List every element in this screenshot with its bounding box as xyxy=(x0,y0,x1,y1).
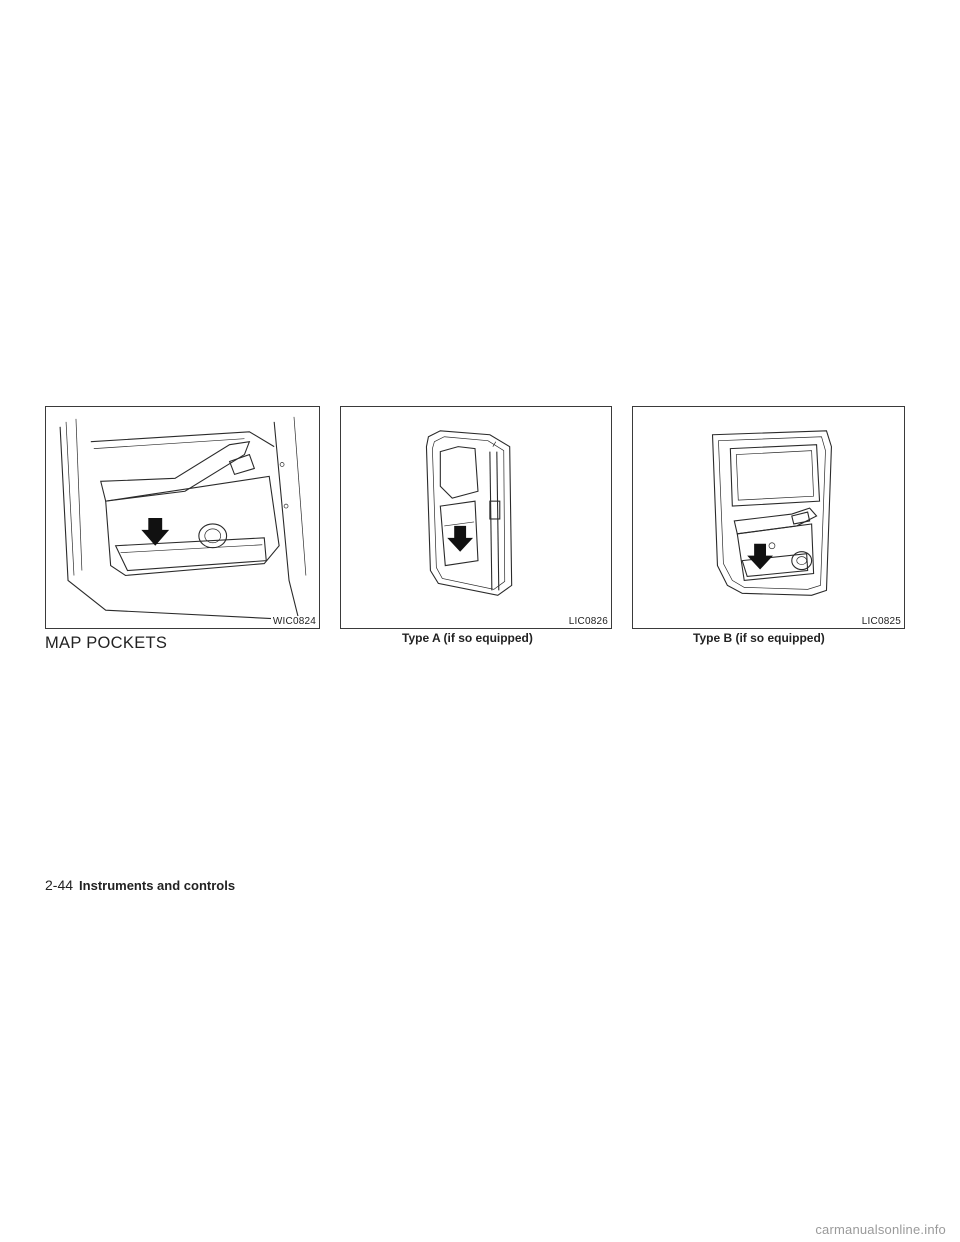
caption-type-b: Type B (if so equipped) xyxy=(693,631,825,645)
rear-door-type-a-illustration xyxy=(341,407,611,628)
caption-type-a: Type A (if so equipped) xyxy=(402,631,533,645)
figure-front-door-map-pocket xyxy=(45,406,320,629)
figure-rear-door-type-b xyxy=(632,406,905,629)
rear-door-type-b-illustration xyxy=(633,407,904,628)
figure-code: WIC0824 xyxy=(272,616,316,627)
pointer-arrow-icon xyxy=(747,544,773,570)
figure-code: LIC0826 xyxy=(568,616,608,627)
section-title: MAP POCKETS xyxy=(45,634,168,652)
pointer-arrow-icon xyxy=(447,526,473,552)
figure-rear-door-type-a xyxy=(340,406,612,629)
front-door-illustration xyxy=(46,407,319,628)
figure-code: LIC0825 xyxy=(861,616,901,627)
page-footer xyxy=(45,877,235,893)
chapter-title: Instruments and controls xyxy=(79,878,236,893)
page-number: 2-44 xyxy=(45,877,74,893)
watermark: carmanualsonline.info xyxy=(815,1222,946,1237)
pointer-arrow-icon xyxy=(141,518,169,546)
